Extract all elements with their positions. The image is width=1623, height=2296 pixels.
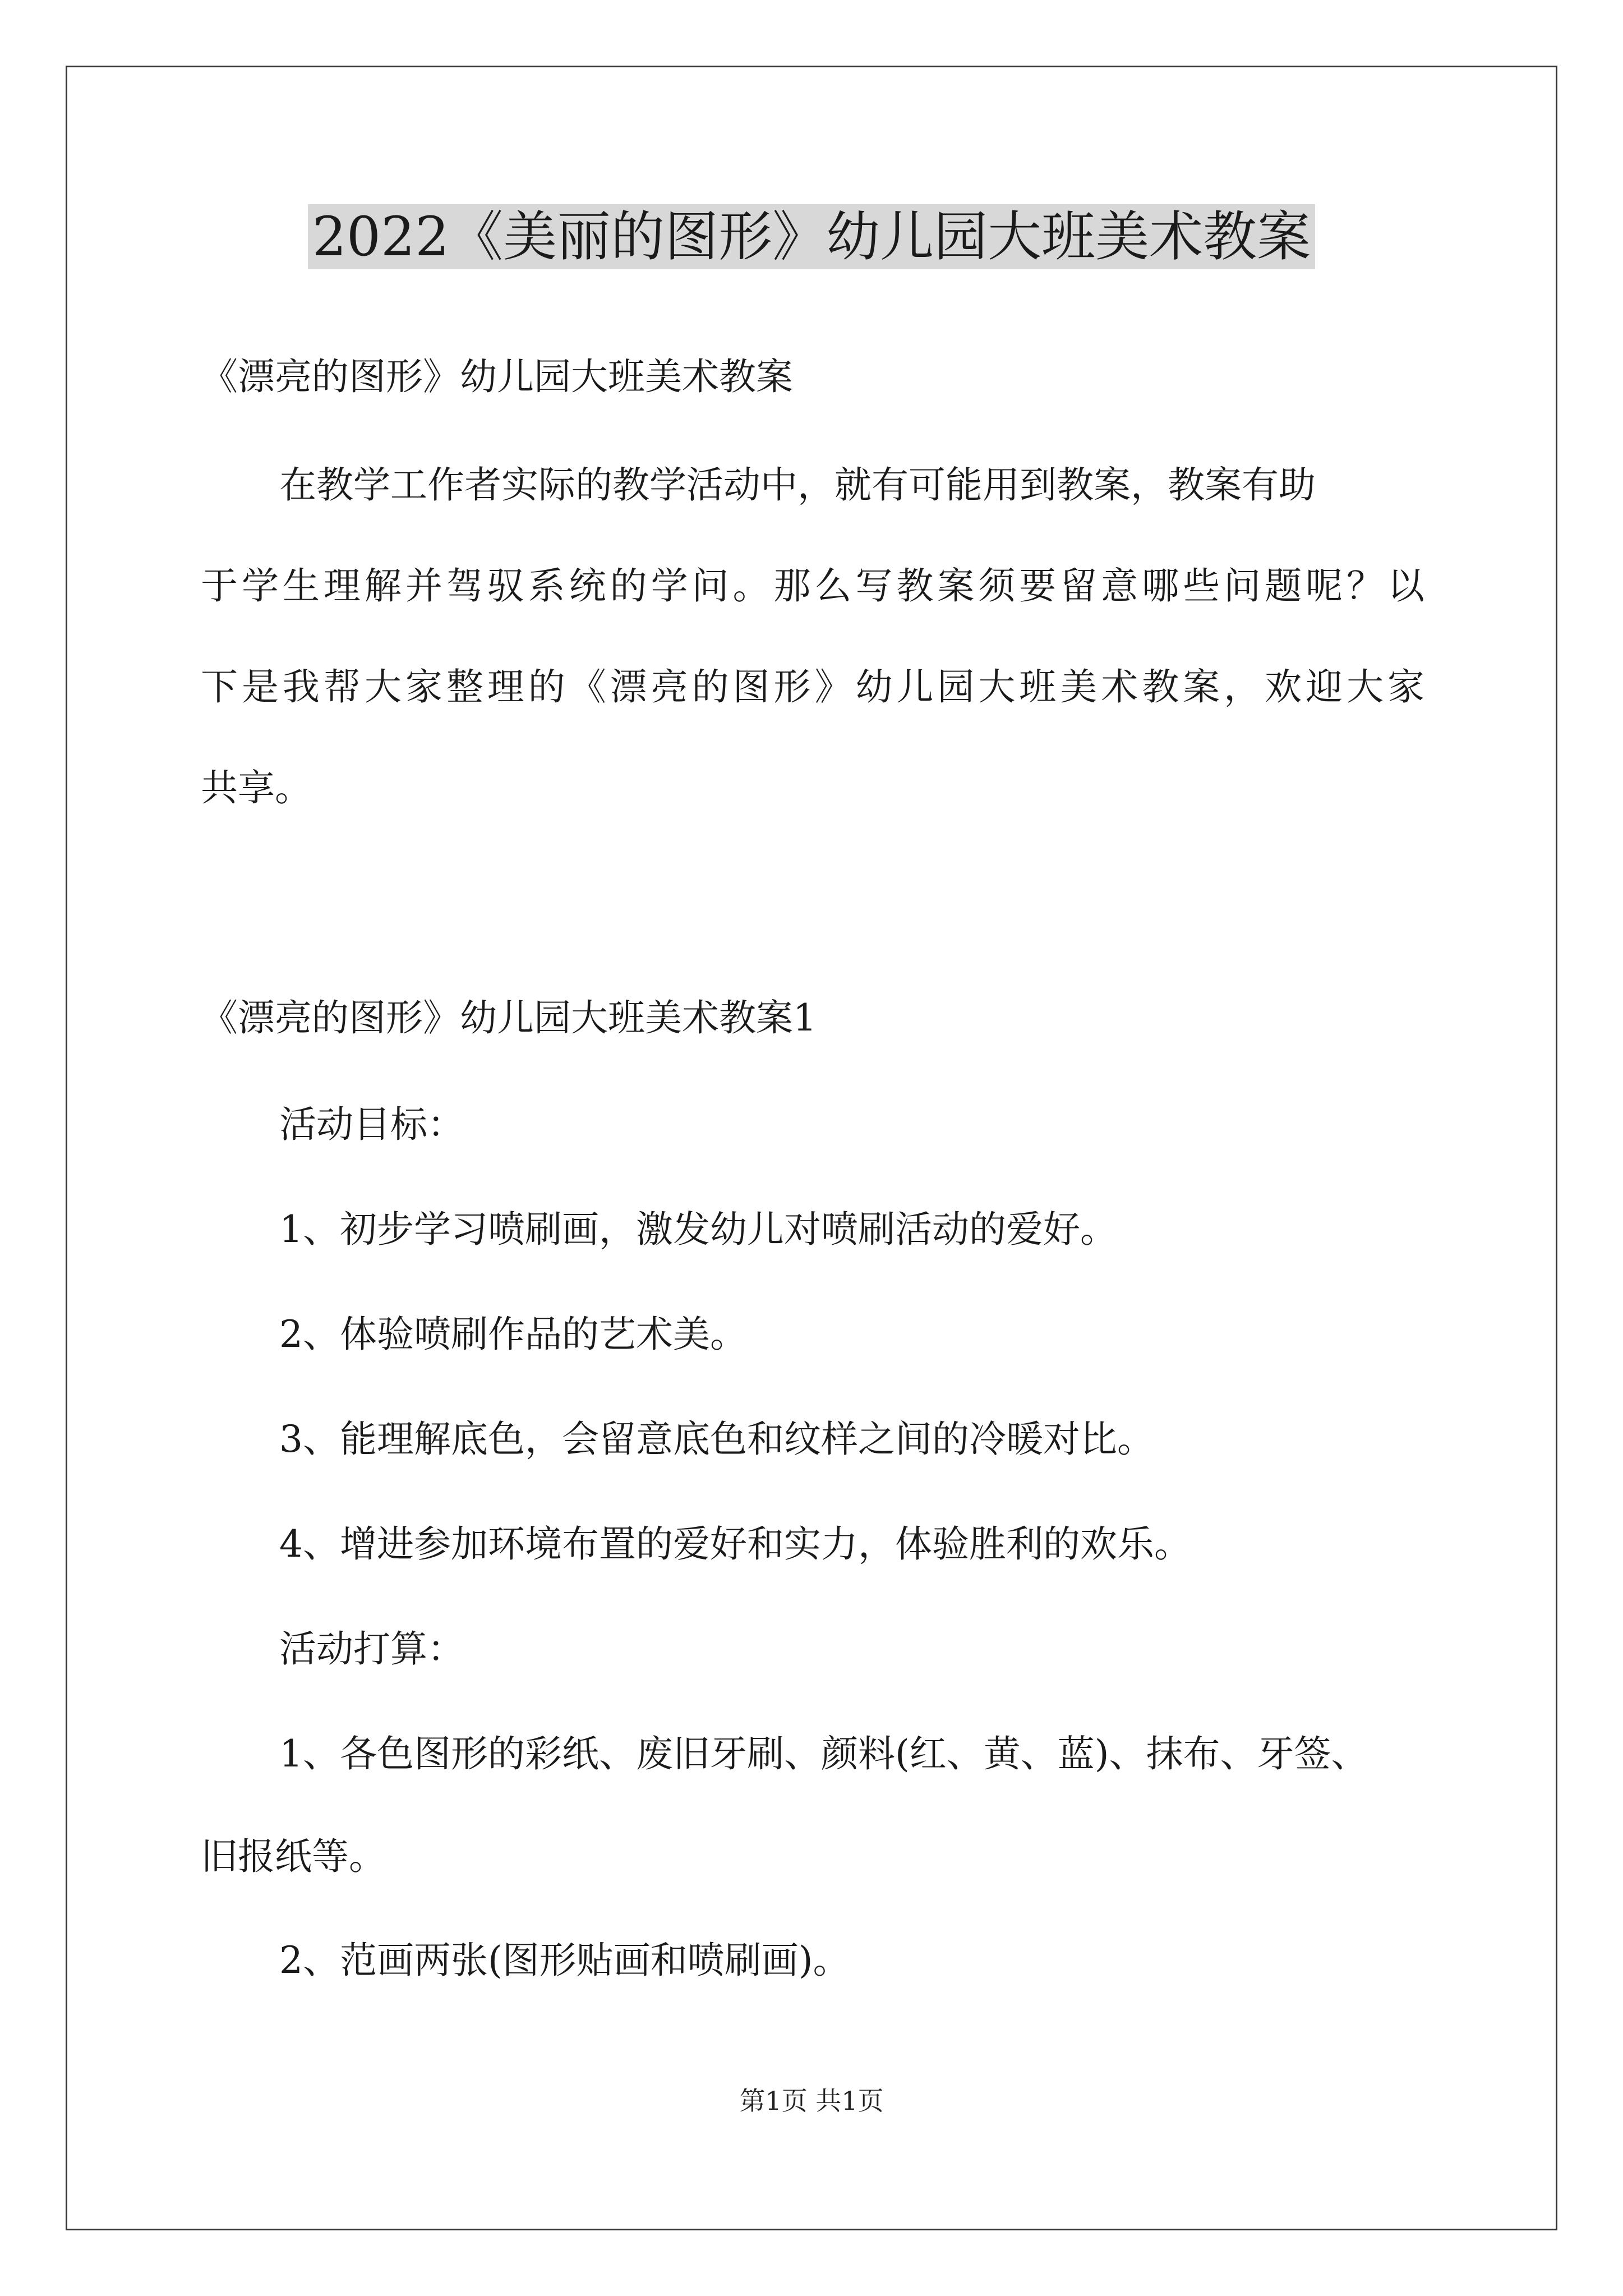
document-title — [0, 197, 1623, 276]
intro-line-4: 共享。 — [201, 766, 312, 809]
page-footer: 第1页 共1页 — [739, 2086, 884, 2116]
goal-item-1: 1、初步学习喷刷画，激发幼儿对喷刷活动的爱好。 — [279, 1208, 1117, 1251]
prep-item-1: 1、各色图形的彩纸、废旧牙刷、颜料(红、黄、蓝)、抹布、牙签、 — [279, 1732, 1368, 1775]
goals-heading: 活动目标： — [279, 1103, 464, 1146]
prep-heading: 活动打算： — [279, 1627, 464, 1671]
prep-item-2: 2、范画两张(图形贴画和喷刷画)。 — [279, 1939, 850, 1982]
document-subtitle: 《漂亮的图形》幼儿园大班美术教案 — [201, 355, 793, 398]
section-heading: 《漂亮的图形》幼儿园大班美术教案1 — [201, 996, 817, 1039]
intro-line-1: 在教学工作者实际的教学活动中，就有可能用到教案，教案有助 — [279, 463, 1316, 507]
goal-item-3: 3、能理解底色，会留意底色和纹样之间的冷暖对比。 — [279, 1418, 1154, 1461]
prep-item-1-continued: 旧报纸等。 — [201, 1835, 386, 1878]
document-title-text: 2022《美丽的图形》幼儿园大班美术教案 — [308, 204, 1315, 269]
intro-line-2: 于学生理解并驾驭系统的学问。那么写教案须要留意哪些问题呢？以 — [201, 564, 1424, 608]
goal-item-2: 2、体验喷刷作品的艺术美。 — [279, 1313, 747, 1356]
intro-line-3: 下是我帮大家整理的《漂亮的图形》幼儿园大班美术教案，欢迎大家 — [201, 665, 1424, 708]
goal-item-4: 4、增进参加环境布置的爱好和实力，体验胜利的欢乐。 — [279, 1522, 1191, 1566]
